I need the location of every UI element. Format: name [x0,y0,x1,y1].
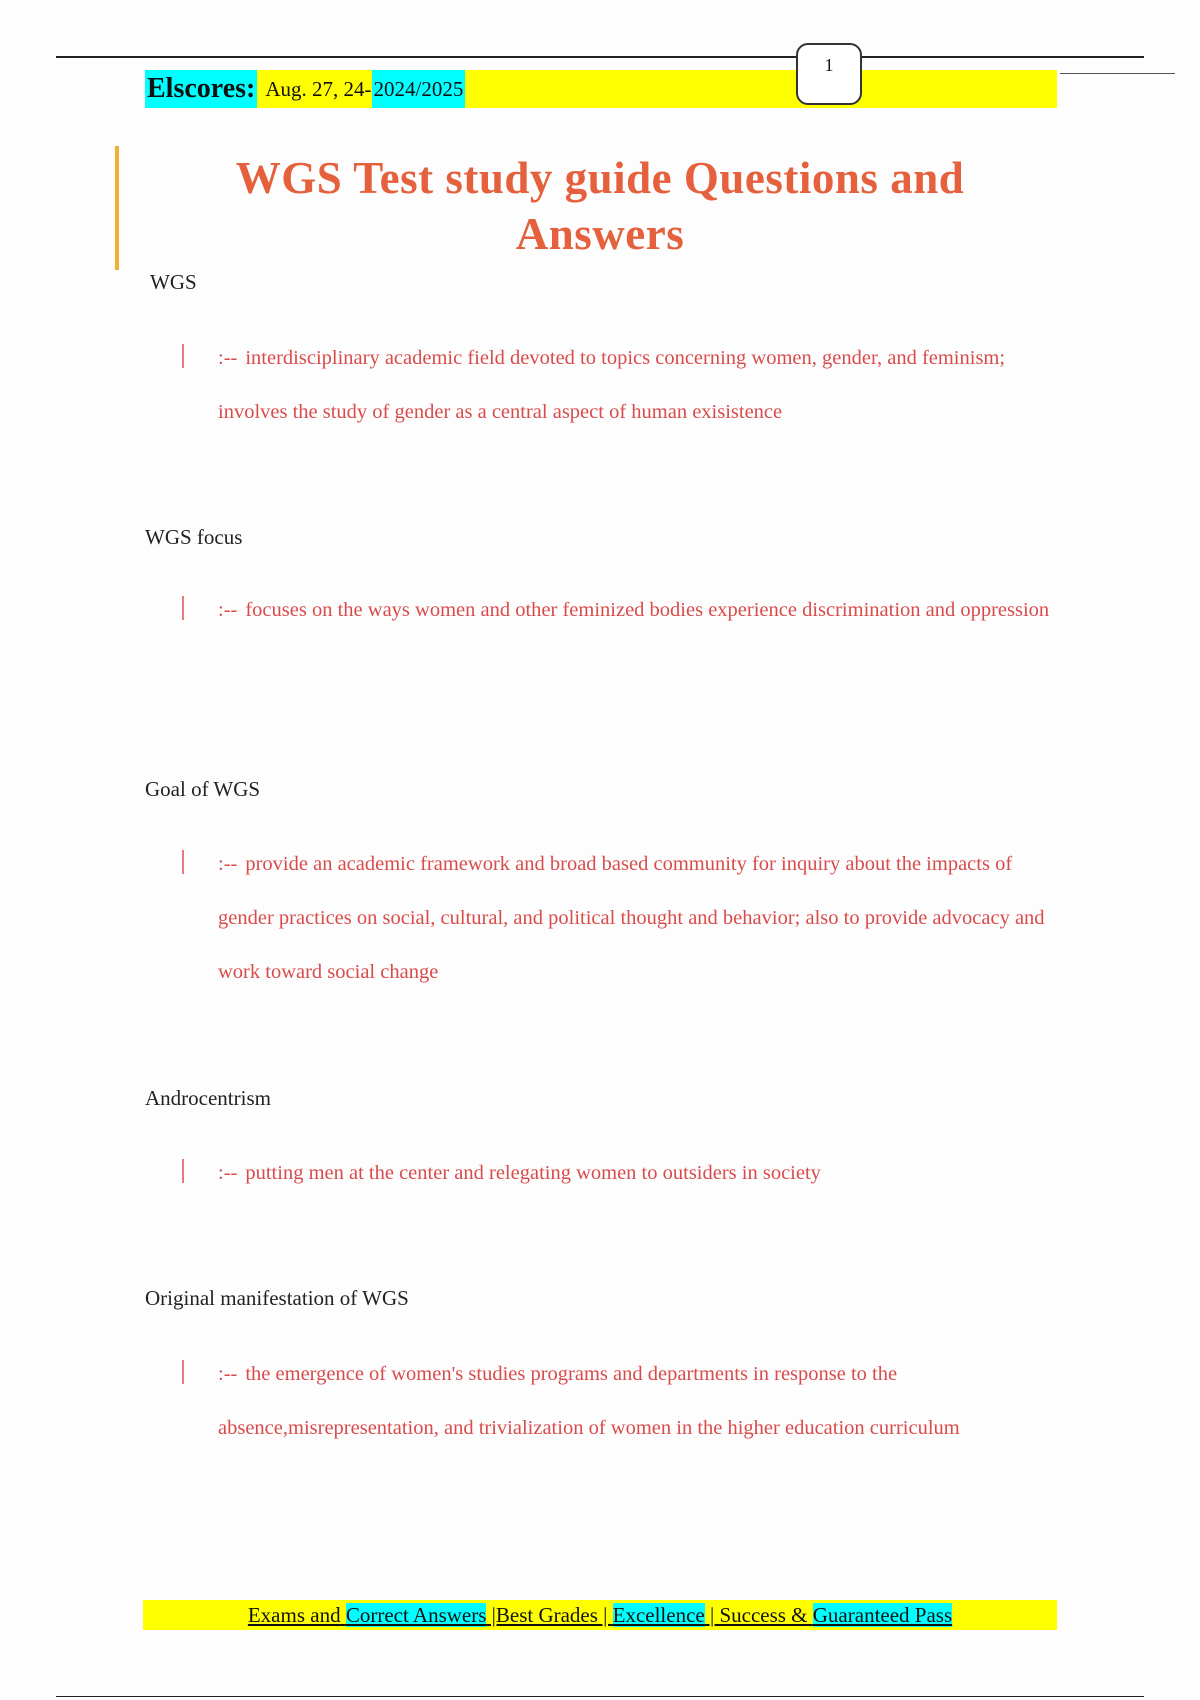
term-original-manifestation: Original manifestation of WGS [145,1286,409,1310]
answer-marker [182,596,184,620]
answer-marker [182,850,184,874]
answer-prefix: :-- [218,1162,238,1184]
footer-text-exams: Exams and [247,1603,341,1627]
footer-text-guaranteed-pass: Guaranteed Pass [812,1603,953,1627]
answer-original-manifestation [218,1347,1068,1455]
document-title: WGS Test study guide Questions and Answers [235,153,965,259]
footer-banner [143,1600,1057,1630]
answer-text: putting men at the center and relegating women to outsiders in society [245,1162,821,1184]
answer-prefix: :-- [218,599,238,621]
footer-text-success: | Success & [704,1603,813,1627]
answer-goal-of-wgs [218,837,1068,999]
answer-wgs [218,331,1068,439]
answer-text: interdisciplinary academic field devoted to topics concerning women, gender, and feminism; involves the study of gender as a central aspect of human exisistence [218,347,1006,423]
footer-text-best-grades: |Best Grades | [486,1603,613,1627]
footer-rule [56,1696,1144,1697]
header-rule-tail [1060,73,1175,74]
answer-prefix: :-- [218,1363,238,1385]
header-date: Aug. 27, 24- [265,77,372,101]
answer-androcentrism [218,1146,1068,1200]
answer-text: provide an academic framework and broad based community for inquiry about the impacts of gender practices on social, cultural, and political thought and behavior; also to provide advocacy and work toward social change [218,853,1045,983]
brand-label: Elscores: [145,70,257,108]
answer-marker [182,1159,184,1183]
term-wgs: WGS [150,270,197,294]
answer-marker [182,1360,184,1384]
term-goal-of-wgs: Goal of WGS [145,777,261,801]
term-wgs-focus: WGS focus [145,525,243,549]
footer-text-correct-answers: Correct Answers [345,1603,487,1627]
header-year: 2024/2025 [372,70,466,108]
title-accent-bar [115,146,119,270]
header-bar [145,70,1057,108]
answer-text: focuses on the ways women and other feminized bodies experience discrimination and oppression [245,599,1050,621]
term-androcentrism: Androcentrism [145,1086,271,1110]
answer-wgs-focus [218,583,1068,637]
answer-marker [182,344,184,368]
answer-prefix: :-- [218,347,238,369]
answer-text: the emergence of women's studies programs and departments in response to the absence,misrepresentation, and trivialization of women in the higher education curriculum [218,1363,960,1439]
answer-prefix: :-- [218,853,238,875]
footer-text-excellence: Excellence [612,1603,705,1627]
page-number: 1 [796,43,862,105]
header-rule [56,56,1144,58]
